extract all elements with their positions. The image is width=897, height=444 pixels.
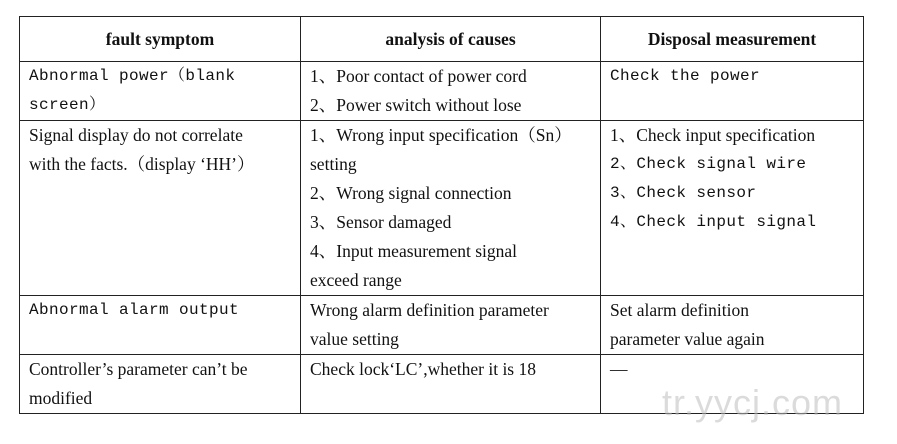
causes-cell [301,355,601,414]
header-row [20,17,864,62]
symptom-cell [20,62,301,121]
measure-line: Check the power [610,67,761,85]
cause-line: Wrong alarm definition parameter [310,300,549,320]
measure-line: 2、Check signal wire [610,155,807,173]
table-row [20,121,864,296]
fault-table [19,16,864,414]
cause-line: setting [310,154,357,174]
causes-cell [301,296,601,355]
symptom-line: Controller’s parameter can’t be [29,359,248,379]
causes-cell [301,121,601,296]
measures-cell [601,121,864,296]
header-disposal-measurement: Disposal measurement [601,17,864,62]
symptom-line: with the facts.（display ‘HH’） [29,154,255,174]
symptom-line: screen） [29,96,106,114]
header-fault-symptom: fault symptom [20,17,301,62]
measure-line: 3、Check sensor [610,184,757,202]
cause-line: value setting [310,329,399,349]
measure-dash: — [610,359,628,379]
cause-line: 1、Poor contact of power cord [310,66,527,86]
cause-line: 4、Input measurement signal [310,241,518,261]
measure-line: parameter value again [610,329,765,349]
measures-cell [601,62,864,121]
cause-line: 2、Wrong signal connection [310,183,512,203]
symptom-cell [20,296,301,355]
symptom-line: Signal display do not correlate [29,125,243,145]
symptom-line: Abnormal alarm output [29,301,240,319]
symptom-cell [20,121,301,296]
cause-line: exceed range [310,270,402,290]
symptom-line: Abnormal power（blank [29,67,236,85]
measure-line: Set alarm definition [610,300,749,320]
measures-cell [601,296,864,355]
cause-line: 1、Wrong input specification（Sn） [310,125,572,145]
table-row [20,296,864,355]
table-row [20,62,864,121]
header-analysis-of-causes: analysis of causes [301,17,601,62]
measure-line: 1、Check input specification [610,125,816,145]
cause-line: 2、Power switch without lose [310,95,522,115]
symptom-line: modified [29,388,93,408]
symptom-cell [20,355,301,414]
cause-line: Check lock‘LC’,whether it is 18 [310,359,536,379]
watermark-text: tr.yycj.com [662,382,844,423]
measure-line: 4、Check input signal [610,213,817,231]
causes-cell [301,62,601,121]
cause-line: 3、Sensor damaged [310,212,452,232]
